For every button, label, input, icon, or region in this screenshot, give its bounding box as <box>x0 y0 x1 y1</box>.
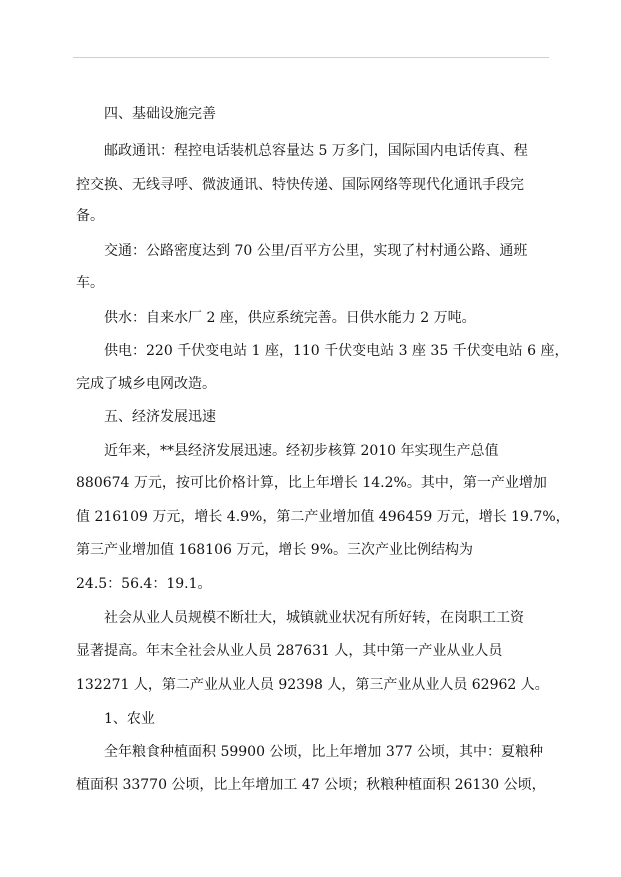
paragraph-line: 交通：公路密度达到 70 公里/百平方公里，实现了村村通公路、通班 <box>104 243 528 259</box>
paragraph-line: 邮政通讯：程控电话装机总容量达 5 万多门，国际国内电话传真、程 <box>104 143 528 159</box>
paragraph-line: 供水：自来水厂 2 座，供应系统完善。日供水能力 2 万吨。 <box>104 310 476 326</box>
paragraph-line: 值 216109 万元，增长 4.9%，第二产业增加值 496459 万元，增长 19.7%， <box>76 509 570 525</box>
paragraph-line: 880674 万元，按可比价格计算，比上年增长 14.2%。其中，第一产业增加 <box>76 475 547 491</box>
paragraph-line: 车。 <box>76 275 104 291</box>
paragraph-line: 全年粮食种植面积 59900 公顷，比上年增加 377 公顷，其中：夏粮种 <box>104 744 544 760</box>
paragraph-line: 显著提高。年末全社会从业人员 287631 人，其中第一产业从业人员 <box>76 643 503 659</box>
section-heading: 1、农业 <box>104 711 155 727</box>
paragraph-line: 社会从业人员规模不断壮大，城镇就业状况有所好转，在岗职工工资 <box>104 610 524 626</box>
paragraph-line: 132271 人，第二产业从业人员 92398 人，第三产业从业人员 62962 人。 <box>76 677 549 693</box>
section-heading: 四、基础设施完善 <box>104 106 216 122</box>
paragraph-line: 植面积 33770 公顷，比上年增加工 47 公顷；秋粮种植面积 26130 公顷， <box>76 777 546 793</box>
paragraph-line: 第三产业增加值 168106 万元，增长 9%。三次产业比例结构为 <box>76 542 474 558</box>
paragraph-line: 完成了城乡电网改造。 <box>76 376 216 392</box>
paragraph-line: 备。 <box>76 208 104 224</box>
paragraph-line: 控交换、无线寻呼、微波通讯、特快传递、国际网络等现代化通讯手段完 <box>76 177 524 193</box>
section-heading: 五、经济发展迅速 <box>104 409 216 425</box>
paragraph-line: 近年来，**县经济发展迅速。经初步核算 2010 年实现生产总值 <box>104 443 499 459</box>
header-rule <box>73 57 549 58</box>
paragraph-line: 供电：220 千伏变电站 1 座，110 千伏变电站 3 座 35 千伏变电站 6 座， <box>104 343 569 359</box>
paragraph-line: 24.5：56.4：19.1。 <box>76 576 212 592</box>
